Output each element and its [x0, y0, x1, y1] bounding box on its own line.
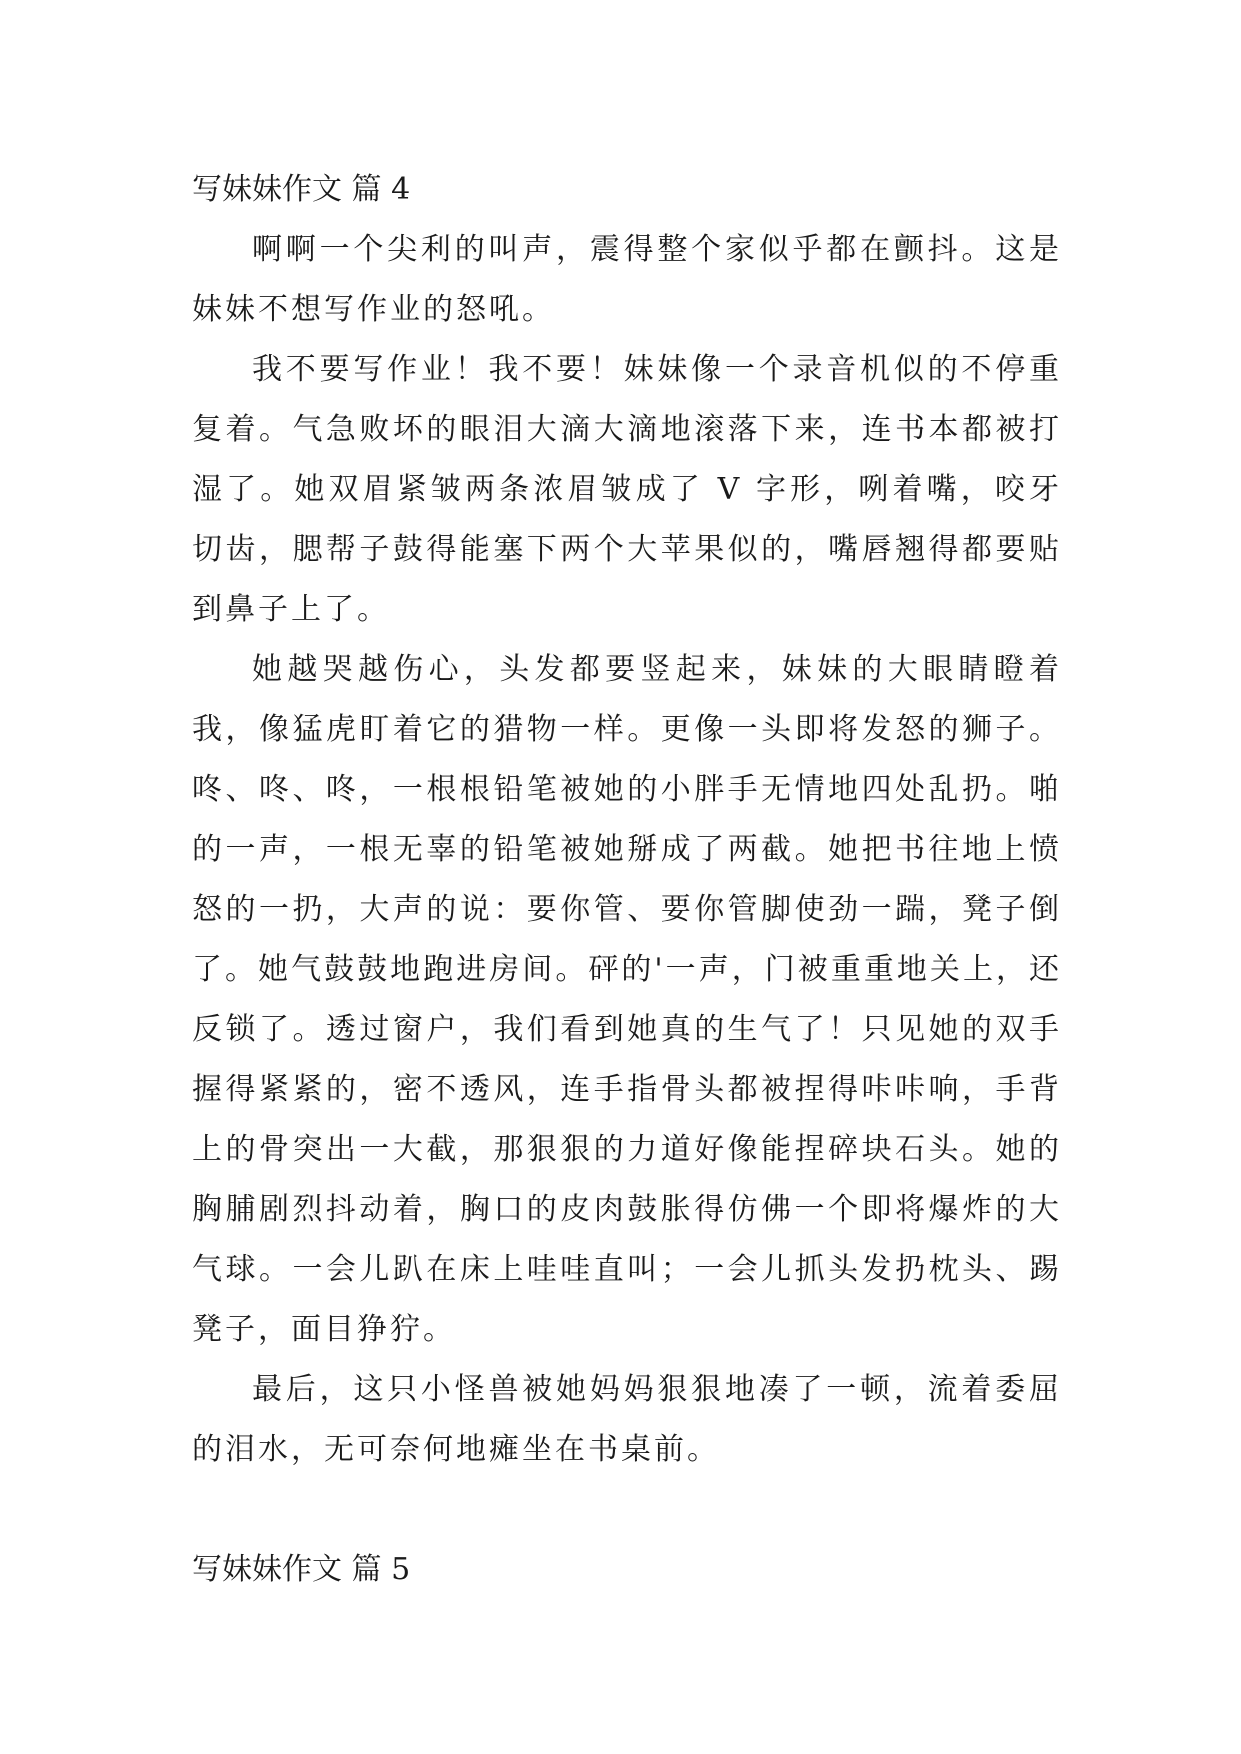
- section-5-heading: 写妹妹作文 篇 5: [192, 1552, 411, 1587]
- section-4-paragraph-3: 她越哭越伤心，头发都要竖起来，妹妹的大眼睛瞪着我，像猛虎盯着它的猎物一样。更像一头即将发怒的狮子。咚、咚、咚，一根根铅笔被她的小胖手无情地四处乱扔。啪的一声，一根无辜的铅笔被她掰成了两截。她把书往地上愤怒的一扔，大声的说：要你管、要你管脚使劲一踹，凳子倒了。她气鼓鼓地跑进房间。砰的'一声，门被重重地关上，还反锁了。透过窗户，我们看到她真的生气了！只见她的双手握得紧紧的，密不透风，连手指骨头都被捏得咔咔响，手背上的骨突出一大截，那狠狠的力道好像能捏碎块石头。她的胸脯剧烈抖动着，胸口的皮肉鼓胀得仿佛一个即将爆炸的大气球。一会儿趴在床上哇哇直叫；一会儿抓头发扔枕头、踢凳子，面目狰狞。: [192, 652, 1062, 1347]
- section-4-heading: 写妹妹作文 篇 4: [192, 172, 411, 207]
- document-body: [192, 160, 1062, 1600]
- section-4-paragraph-1: 啊啊一个尖利的叫声，震得整个家似乎都在颤抖。这是妹妹不想写作业的怒吼。: [192, 232, 1062, 327]
- section-4-paragraph-4: 最后，这只小怪兽被她妈妈狠狠地凑了一顿，流着委屈的泪水，无可奈何地瘫坐在书桌前。: [192, 1372, 1062, 1467]
- section-4-paragraph-2: 我不要写作业！我不要！妹妹像一个录音机似的不停重复着。气急败坏的眼泪大滴大滴地滚落下来，连书本都被打湿了。她双眉紧皱两条浓眉皱成了 V 字形，咧着嘴，咬牙切齿，腮帮子鼓得能塞下两个大苹果似的，嘴唇翘得都要贴到鼻子上了。: [192, 352, 1062, 627]
